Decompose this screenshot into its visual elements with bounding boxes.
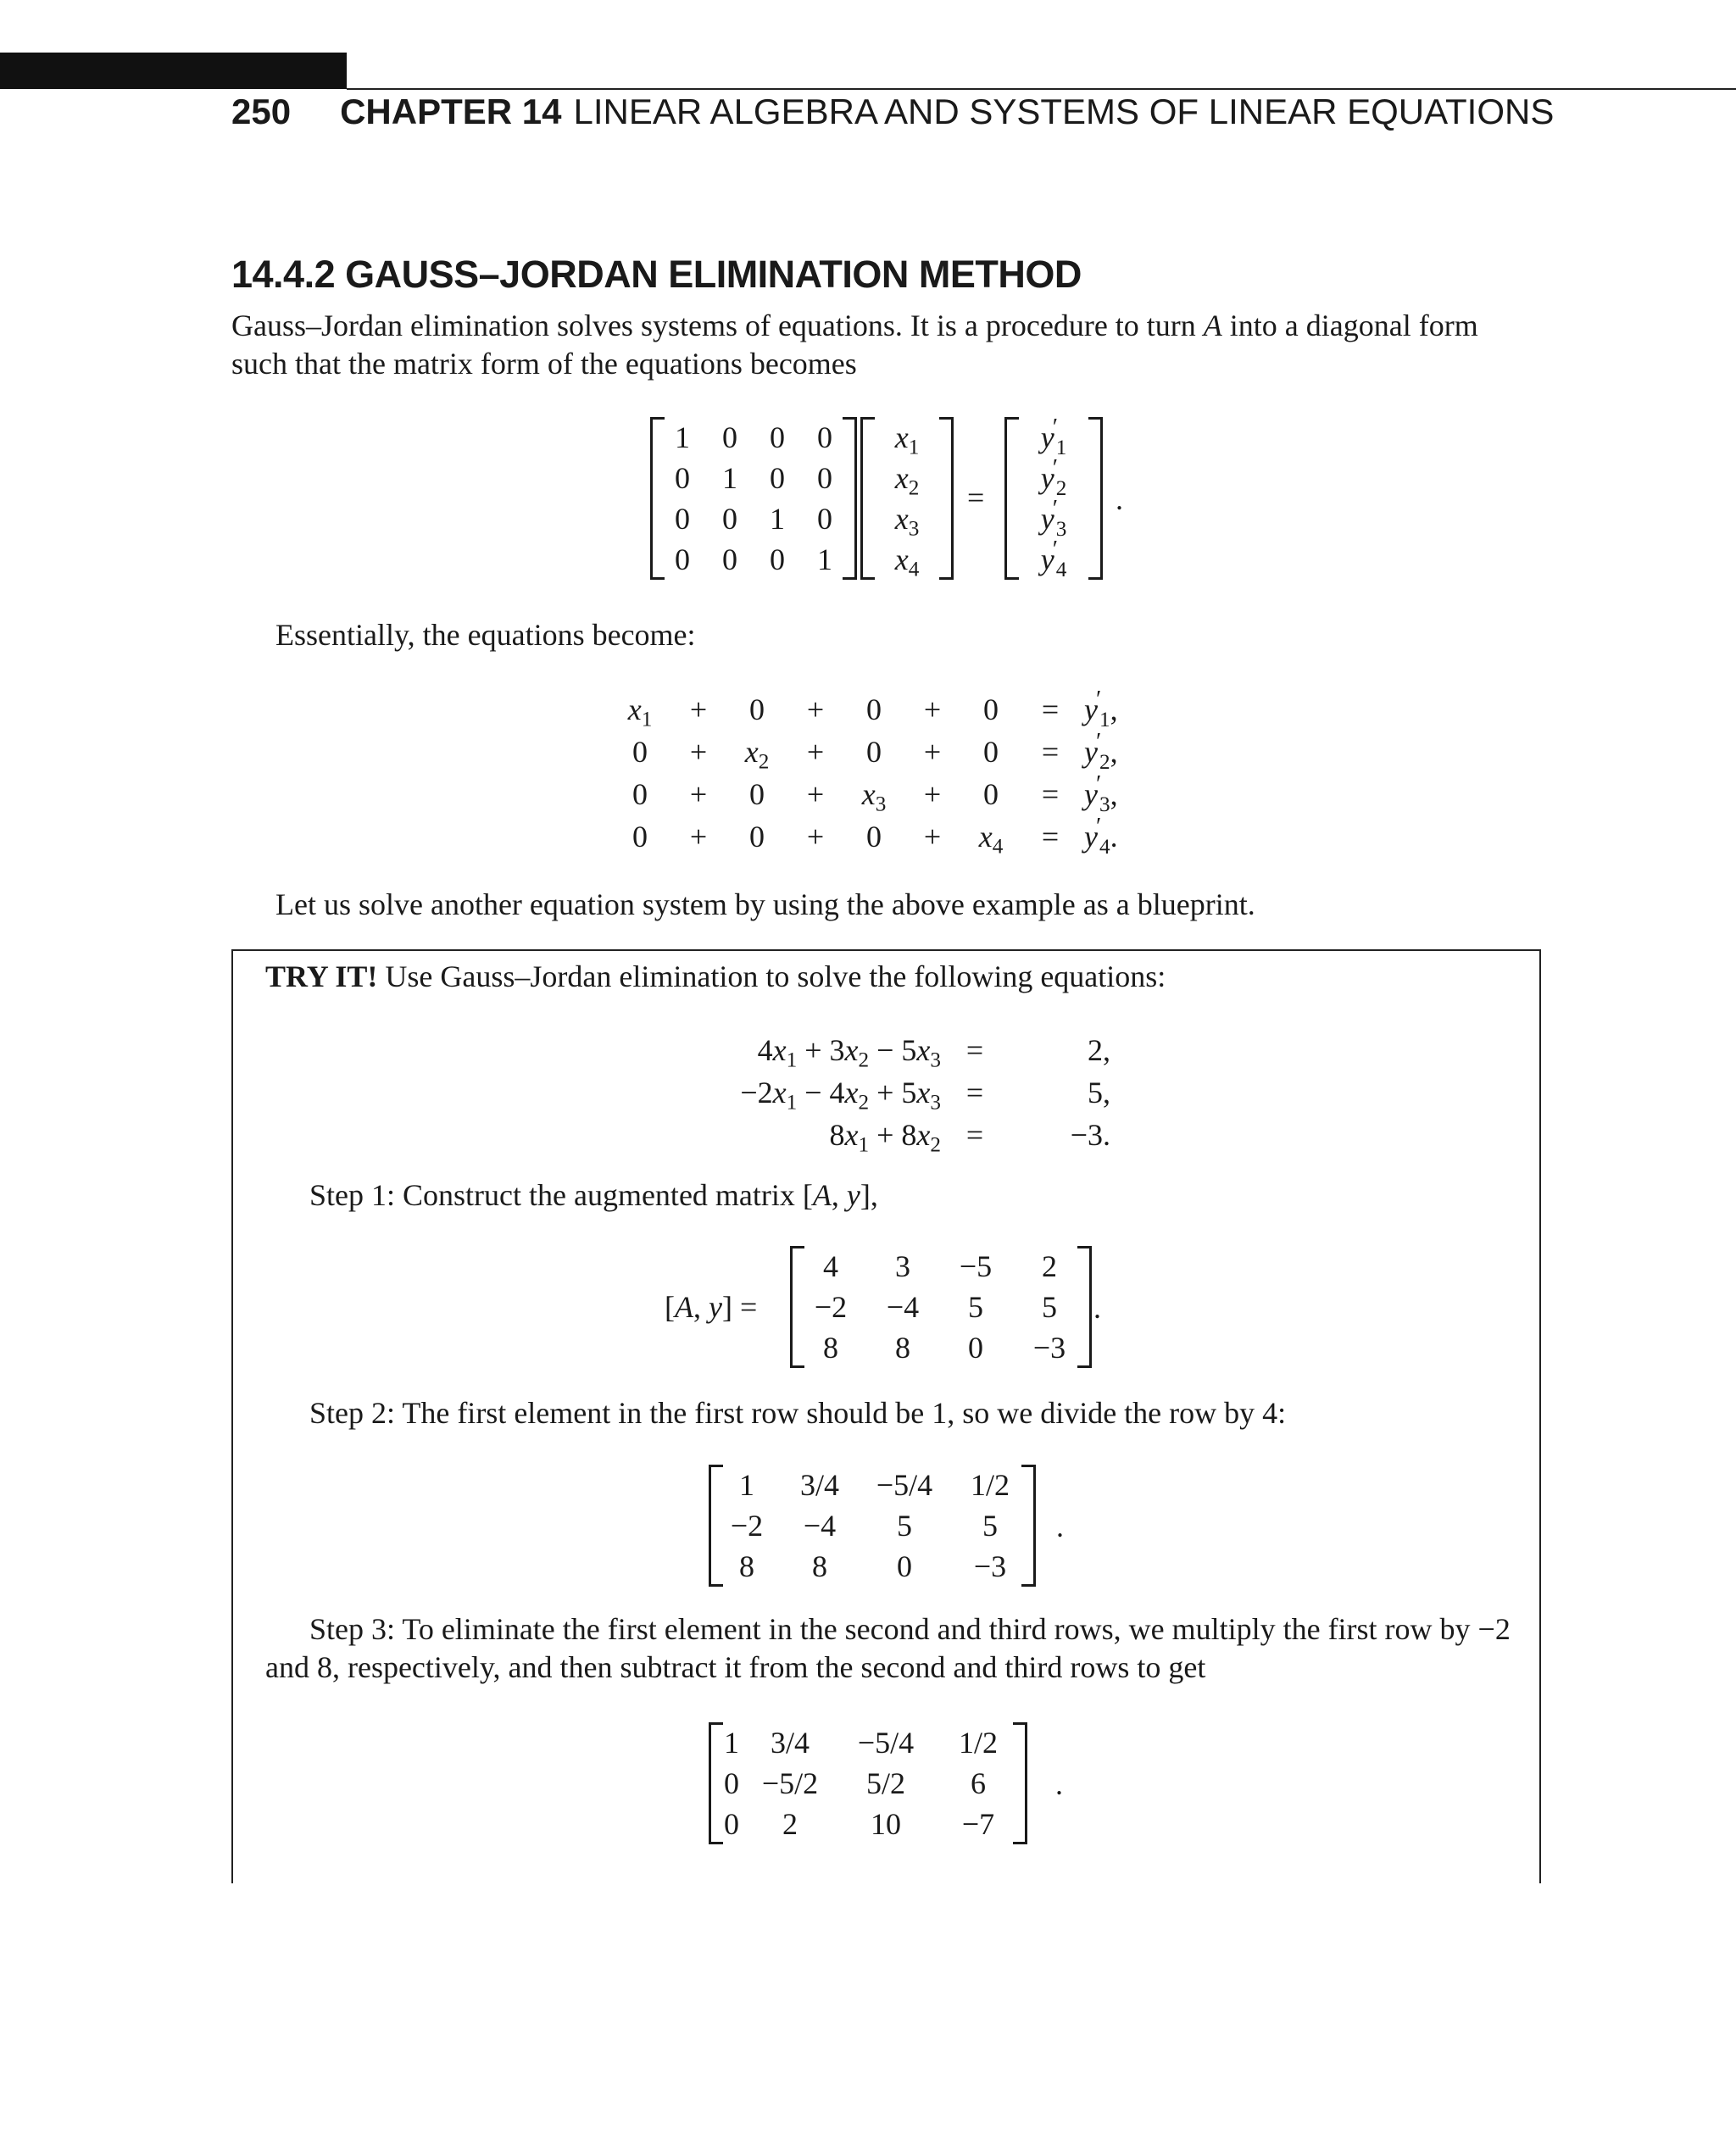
matrix-period: . [1116,482,1123,516]
augmented-matrix [790,1246,1092,1368]
chapter-label: CHAPTER 14 [340,92,562,131]
matrix-cell: −7 [961,1807,995,1841]
running-header [231,92,1554,132]
equation-term: y ′ $_1$, [1084,686,1118,731]
equation-term: + [923,692,942,726]
try-it-system [661,1029,1110,1156]
system-eq: = [965,1033,984,1067]
system-eq: = [965,1118,984,1152]
matrix-cell: −5/4 [876,1468,933,1502]
step2-text: Step 2: The first element in the first row should be 1, so we divide the row by 4: [309,1396,1287,1430]
matrix-cell: 5/2 [865,1766,905,1800]
matrix-cell: 1 [675,420,690,454]
y-vector [1004,414,1103,581]
augmented-label: [A, y] = [665,1290,758,1324]
matrix-cell: 10 [871,1807,901,1841]
y-prime-entry: y ′ $_1$ [1040,414,1067,459]
equation-term: 0 [983,692,999,726]
matrix-cell: 3 [895,1249,910,1283]
matrix-cell: 3/4 [770,1726,810,1760]
matrix-cell: 0 [817,461,832,495]
system-lhs: $4x_1 + 3x_2 - 5x_3$ [757,1033,941,1072]
matrix-cell: 5 [968,1290,983,1324]
equation-term: 0 [866,820,882,854]
matrix-cell: −2 [814,1290,848,1324]
equation-term: + [923,820,942,854]
matrix-cell: 8 [812,1549,827,1583]
try-it-intro: TRY IT! Use Gauss–Jordan elimination to solve the following equations: [265,959,1166,993]
matrix-cell: 2 [1042,1249,1057,1283]
equation-term: 0 [749,820,765,854]
matrix-cell: 0 [675,461,690,495]
equation-term: 0 [749,692,765,726]
system-rhs: −3. [1070,1118,1110,1152]
chapter-title: LINEAR ALGEBRA AND SYSTEMS OF LINEAR EQUATIONS [573,92,1555,131]
y-prime-entry: y ′ $_4$ [1040,536,1067,581]
matrix-cell: 1/2 [970,1468,1010,1502]
matrix-cell: 0 [817,502,832,536]
matrix-cell: −2 [730,1509,764,1543]
matrix-cell: 0 [968,1331,983,1365]
section-title: 14.4.2 GAUSS–JORDAN ELIMINATION METHOD [231,253,1082,296]
expanded-equations [615,688,1160,858]
step1-text: Step 1: Construct the augmented matrix [A, y], [309,1178,878,1212]
matrix-cell: 0 [722,502,737,536]
system-eq: = [965,1076,984,1109]
matrix-cell: 1 [770,502,785,536]
equation-term: 0 [632,777,648,811]
matrix-cell: 8 [823,1331,838,1365]
y-prime-entry: y ′ $_3$ [1040,495,1067,541]
matrix-cell: −5/4 [857,1726,915,1760]
equation-term: + [689,777,708,811]
equation-term: $x_3$ [861,777,887,816]
matrix-cell: 0 [770,542,785,576]
matrix-cell: 0 [770,420,785,454]
augmented-period: . [1093,1291,1101,1325]
matrix-cell: −4 [886,1290,920,1324]
matrix-cell: 0 [675,502,690,536]
step2-period: . [1056,1510,1064,1543]
equation-term: + [923,735,942,769]
step3-period: . [1055,1767,1063,1801]
matrix-cell: −4 [803,1509,837,1543]
equation-term: 0 [866,692,882,726]
matrix-cell: 4 [823,1249,838,1283]
system-rhs: 2, [1088,1033,1110,1067]
equation-term: = [1041,820,1060,854]
step3-matrix [709,1722,1027,1844]
y-prime-entry: y ′ $_2$ [1040,454,1067,500]
matrix-cell: 8 [739,1549,754,1583]
equation-term: = [1041,692,1060,726]
x-vector-entry: $x_2$ [894,461,920,500]
x-vector-entry: $x_4$ [894,542,920,581]
intro-paragraph: Gauss–Jordan elimination solves systems of equations. It is a procedure to turn A into a diagonal form such that the matrix form of the equations becomes [231,309,1478,381]
equation-term: 0 [632,820,648,854]
equation-term: y ′ $_2$, [1084,728,1118,774]
equation-term: $x_4$ [978,820,1004,859]
matrix-cell: 0 [724,1766,739,1800]
equation-term: + [806,692,825,726]
matrix-cell: −5/2 [761,1766,819,1800]
matrix-cell: −3 [973,1549,1007,1583]
matrix-cell: −3 [1032,1331,1066,1365]
matrix-cell: 1 [724,1726,739,1760]
essentially-text: Essentially, the equations become: [275,618,696,652]
equation-term: $x_2$ [744,735,770,774]
system-rhs: 5, [1088,1076,1110,1109]
equation-term: + [806,735,825,769]
matrix-cell: 1/2 [958,1726,998,1760]
equation-term: + [689,692,708,726]
equation-term: y ′ $_4$. [1084,813,1118,859]
equation-term: 0 [983,735,999,769]
step3-text: Step 3: To eliminate the first element in the second and third rows, we multiply the first row by −2 and 8, respectively, and then subtract it from the second and third rows to get [265,1612,1511,1684]
equation-term: = [1041,777,1060,811]
system-lhs: $-2x_1 - 4x_2 + 5x_3$ [740,1076,941,1115]
matrix-cell: 0 [722,542,737,576]
matrix-cell: 5 [897,1509,912,1543]
matrix-cell: 1 [739,1468,754,1502]
matrix-cell: −5 [959,1249,993,1283]
let-us-text: Let us solve another equation system by using the above example as a blueprint. [275,887,1255,921]
equation-term: $x_1$ [627,692,653,731]
matrix-cell: 3/4 [799,1468,839,1502]
page-number: 250 [231,92,292,131]
identity-matrix [650,417,857,580]
matrix-cell: 8 [895,1331,910,1365]
matrix-cell: 5 [1042,1290,1057,1324]
matrix-cell: 1 [817,542,832,576]
matrix-cell: 2 [782,1807,798,1841]
matrix-cell: 0 [897,1549,912,1583]
equation-term: y ′ $_3$, [1084,770,1118,816]
system-lhs: $8x_1 + 8x_2$ [829,1118,941,1157]
matrix-cell: 0 [724,1807,739,1841]
matrix-cell: 0 [722,420,737,454]
equation-term: 0 [983,777,999,811]
matrix-cell: 0 [675,542,690,576]
step2-matrix [709,1465,1036,1587]
matrix-cell: 1 [722,461,737,495]
header-black-bar [0,53,347,89]
matrix-cell: 6 [971,1766,986,1800]
equation-term: + [689,735,708,769]
matrix-equals: = [967,481,985,514]
x-vector-entry: $x_1$ [894,420,920,459]
equation-term: + [806,777,825,811]
equation-term: 0 [749,777,765,811]
x-vector [860,417,954,580]
header-rule [347,88,1736,90]
try-it-label: TRY IT! [265,959,378,993]
equation-term: + [689,820,708,854]
equation-term: 0 [632,735,648,769]
equation-term: + [923,777,942,811]
equation-term: 0 [866,735,882,769]
x-vector-entry: $x_3$ [894,502,920,541]
equation-term: + [806,820,825,854]
matrix-cell: 0 [817,420,832,454]
matrix-cell: 0 [770,461,785,495]
matrix-cell: 5 [982,1509,998,1543]
equation-term: = [1041,735,1060,769]
